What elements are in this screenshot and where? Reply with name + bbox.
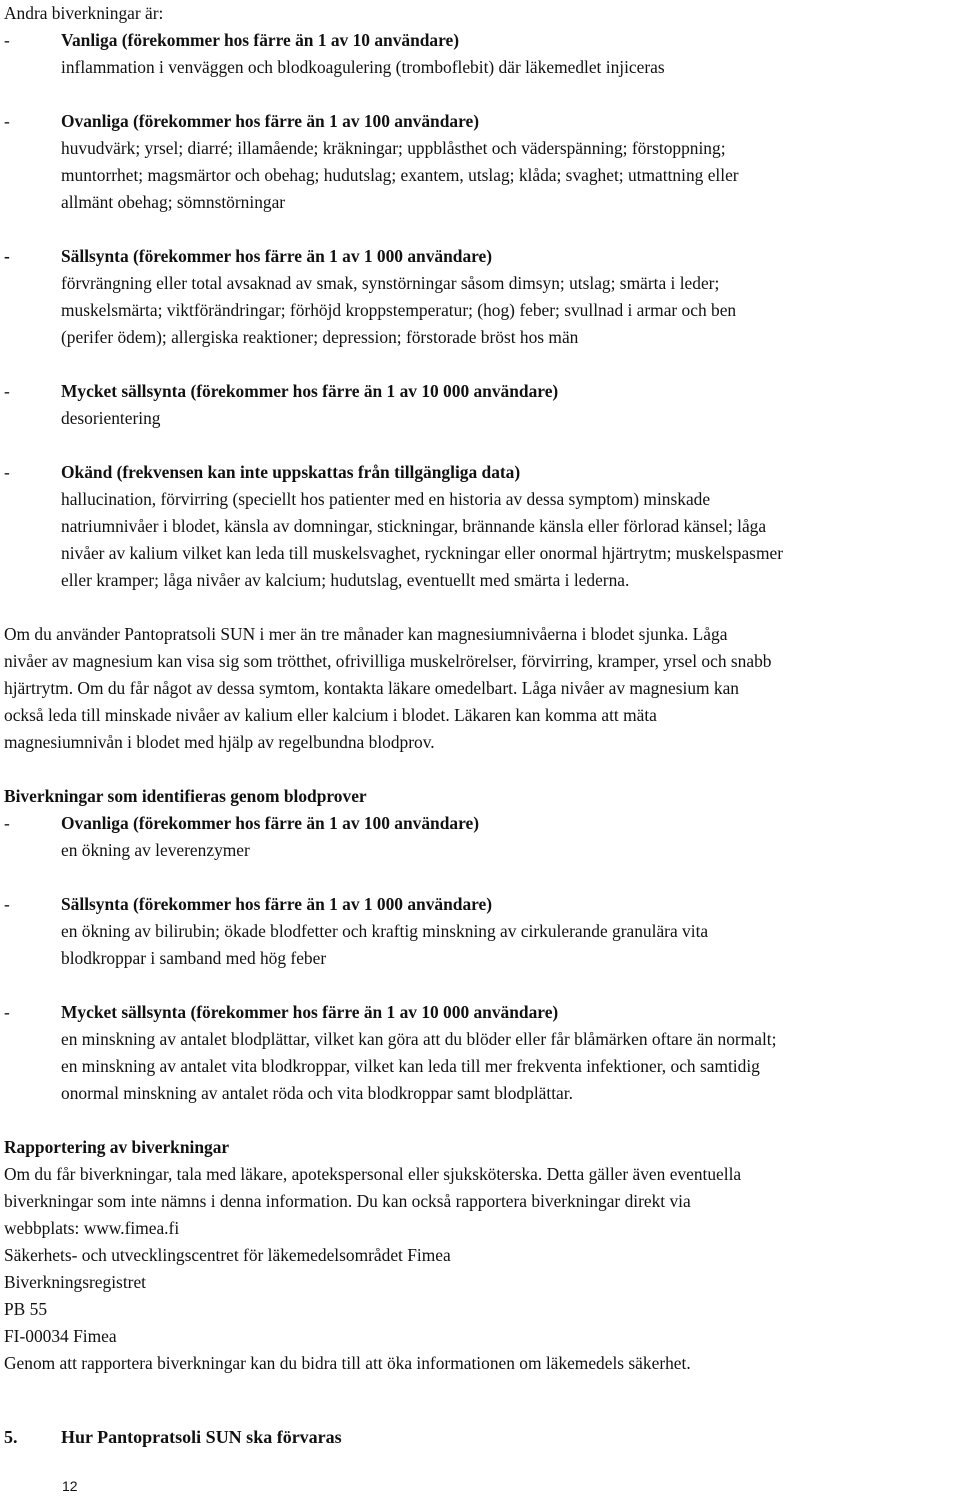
paragraph-line: Om du använder Pantopratsoli SUN i mer än tre månader kan magnesiumnivåerna i blodet sjunka. Låga [4,624,728,644]
frequency-group-very-rare [4,378,959,432]
address-line: Biverkningsregistret [4,1272,146,1292]
bullet-dash: - [4,1002,10,1022]
group-line: inflammation i venväggen och blodkoagulering (tromboflebit) där läkemedlet injiceras [61,57,665,77]
address-line: FI-00034 Fimea [4,1326,117,1346]
group-line: desorientering [61,408,161,428]
document-page [4,0,959,1377]
paragraph-line: nivåer av magnesium kan visa sig som trötthet, ofrivilliga muskelrörelser, förvirring, kramper, yrsel och snabb [4,651,772,671]
group-line: nivåer av kalium vilket kan leda till muskelsvaghet, ryckningar eller onormal hjärtrytm; muskelspasmer [61,543,783,563]
group-line: muskelsmärta; viktförändringar; förhöjd kroppstemperatur; (hog) feber; svullnad i armar och ben [61,300,737,320]
paragraph-line: Genom att rapportera biverkningar kan du bidra till att öka informationen om läkemedels säkerhet. [4,1353,691,1373]
group-line: blodkroppar i samband med hög feber [61,948,327,968]
bullet-dash: - [4,246,10,266]
group-line: en minskning av antalet vita blodkroppar, vilket kan leda till mer frekventa infektioner, och samtidig [61,1056,760,1076]
paragraph-line: biverkningar som inte nämns i denna information. Du kan också rapportera biverkningar direkt via [4,1191,691,1211]
group-heading: Sällsynta (förekommer hos färre än 1 av 1 000 användare) [61,246,493,266]
blood-group-uncommon [4,810,959,864]
group-line: natriumnivåer i blodet, känsla av domningar, stickningar, brännande känsla eller förlorad känsel; låga [61,516,767,536]
bullet-dash: - [4,894,10,914]
group-heading: Okänd (frekvensen kan inte uppskattas från tillgängliga data) [61,462,521,482]
bullet-dash: - [4,381,10,401]
blood-group-rare [4,891,959,972]
group-line: allmänt obehag; sömnstörningar [61,192,286,212]
group-line: en ökning av bilirubin; ökade blodfetter och kraftig minskning av cirkulerande granulära vita [61,921,709,941]
reporting-paragraph [4,1161,959,1377]
frequency-group-uncommon [4,108,959,216]
group-heading: Ovanliga (förekommer hos färre än 1 av 100 användare) [61,813,480,833]
blood-group-very-rare [4,999,959,1107]
group-line: onormal minskning av antalet röda och vita blodkroppar samt blodplättar. [61,1083,573,1103]
group-line: huvudvärk; yrsel; diarré; illamående; kräkningar; uppblåsthet och väderspänning; förstoppning; [61,138,726,158]
frequency-group-rare [4,243,959,351]
group-line: en ökning av leverenzymer [61,840,250,860]
bullet-dash: - [4,462,10,482]
section-title: Hur Pantopratsoli SUN ska förvaras [61,1427,342,1447]
group-line: hallucination, förvirring (speciellt hos patienter med en historia av dessa symptom) minskade [61,489,711,509]
section-number: 5. [4,1427,18,1447]
magnesium-paragraph [4,621,959,756]
bullet-dash: - [4,30,10,50]
address-line: Säkerhets- och utvecklingscentret för läkemedelsområdet Fimea [4,1245,451,1265]
group-heading: Sällsynta (förekommer hos färre än 1 av 1 000 användare) [61,894,493,914]
frequency-group-unknown [4,459,959,594]
side-effects-list [4,27,959,594]
group-line: förvrängning eller total avsaknad av smak, synstörningar såsom dimsyn; utslag; smärta i leder; [61,273,720,293]
blood-test-list [4,810,959,1107]
page-number: 12 [62,1478,78,1494]
group-heading: Ovanliga (förekommer hos färre än 1 av 100 användare) [61,111,480,131]
group-heading: Mycket sällsynta (förekommer hos färre än 1 av 10 000 användare) [61,1002,559,1022]
bullet-dash: - [4,813,10,833]
group-line: (perifer ödem); allergiska reaktioner; depression; förstorade bröst hos män [61,327,579,347]
frequency-group-common [4,27,959,81]
address-line: PB 55 [4,1299,48,1319]
reporting-heading: Rapportering av biverkningar [4,1137,230,1157]
paragraph-line: hjärtrytm. Om du får något av dessa symtom, kontakta läkare omedelbart. Låga nivåer av magnesium kan [4,678,740,698]
paragraph-line: också leda till minskade nivåer av kalium eller kalcium i blodet. Läkaren kan komma att mäta [4,705,657,725]
paragraph-line: Om du får biverkningar, tala med läkare, apotekspersonal eller sjuksköterska. Detta gäller även eventuella [4,1164,742,1184]
group-heading: Vanliga (förekommer hos färre än 1 av 10 användare) [61,30,460,50]
bullet-dash: - [4,111,10,131]
blood-test-heading: Biverkningar som identifieras genom blodprover [4,786,367,806]
website-link-line[interactable]: webbplats: www.fimea.fi [4,1218,180,1238]
intro-text: Andra biverkningar är: [4,3,164,23]
group-line: en minskning av antalet blodplättar, vilket kan göra att du blöder eller får blåmärken oftare än normalt; [61,1029,777,1049]
group-line: muntorrhet; magsmärtor och obehag; hudutslag; exantem, utslag; klåda; svaghet; utmattning eller [61,165,739,185]
group-heading: Mycket sällsynta (förekommer hos färre än 1 av 10 000 användare) [61,381,559,401]
section-heading [4,1424,342,1451]
group-line: eller kramper; låga nivåer av kalcium; hudutslag, eventuellt med smärta i lederna. [61,570,630,590]
paragraph-line: magnesiumnivån i blodet med hjälp av regelbundna blodprov. [4,732,435,752]
